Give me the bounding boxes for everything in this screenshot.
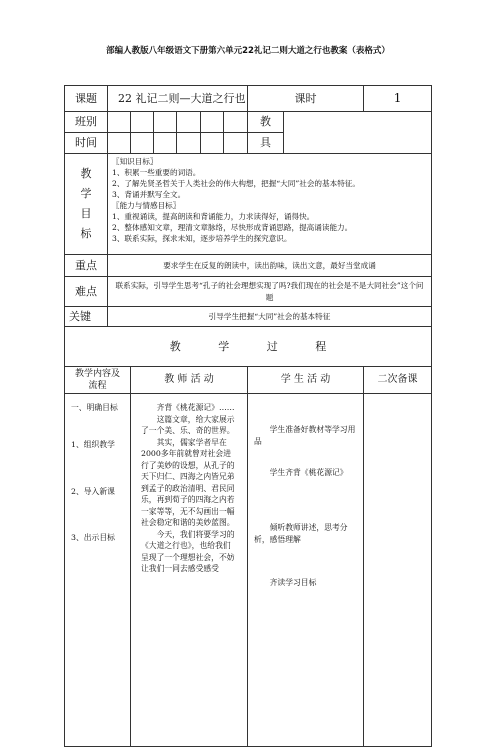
objectives-content (108, 154, 432, 255)
key-points-text: 要求学生在反复的朗读中，读出韵味，读出文意，最好当堂成诵 (108, 255, 432, 277)
key-text: 引导学生把握“大同”社会的基本特征 (108, 307, 432, 327)
time-label: 时间 (65, 133, 108, 154)
process-heading (65, 327, 432, 367)
time-cell (201, 133, 224, 154)
process-heading-char: 学 (218, 339, 230, 353)
process-heading-char: 过 (266, 339, 278, 353)
step-item: 2、导入新课 (71, 487, 115, 496)
objectives-label-char: 目 (80, 207, 92, 220)
time-cell (224, 133, 248, 154)
step-item: 3、出示目标 (71, 533, 115, 542)
teacher-paragraph: 其实，儒家学者早在2000多年前就曾对社会进行了美妙的设想，从孔子的天下归仁、四海之内皆兄弟到孟子的政治清明、君民同乐，再到荀子的四海之内若一家等等，无不勾画出一幅社会稳定和谐的美妙蓝图。 (141, 437, 235, 527)
teaching-aids-value (284, 112, 432, 154)
topic-label: 课题 (65, 86, 108, 112)
step-item: 1、组织教学 (71, 440, 115, 449)
class-cell (201, 112, 224, 133)
second-prep-column (364, 394, 432, 747)
objectives-label-char: 学 (80, 187, 92, 200)
key-label: 关键 (65, 307, 108, 327)
time-cell (131, 133, 154, 154)
objective-line: 3、联系实际，探求未知，逐步培养学生的探究意识。 (112, 234, 292, 243)
teacher-column-header: 教 师 活 动 (131, 367, 248, 394)
student-item: 学生准备好教材等学习用品 (254, 425, 356, 446)
content-column (65, 394, 131, 747)
class-cell (154, 112, 177, 133)
student-column-header: 学 生 活 动 (248, 367, 364, 394)
class-cell (224, 112, 248, 133)
student-item: 倾听教师讲述，思考分析，感悟理解 (254, 523, 348, 544)
class-cell (108, 112, 131, 133)
class-label: 班别 (65, 112, 108, 133)
key-points-label: 重点 (65, 255, 108, 277)
class-cell (177, 112, 201, 133)
objectives-label (65, 154, 108, 255)
time-cell (177, 133, 201, 154)
hours-value: 1 (364, 86, 432, 112)
hours-label: 课时 (248, 86, 364, 112)
time-cell (108, 133, 131, 154)
objective-line: 2、了解先贤圣哲关于人类社会的伟大构想，把握“大同”社会的基本特征。 (112, 179, 360, 188)
difficulty-label: 难点 (65, 277, 108, 307)
teacher-paragraph: 今天，我们将要学习的《大道之行也》，也给我们呈现了一个理想社会，不妨让我们一同去感受感受 (141, 529, 235, 573)
objective-line: 1、重视诵读，提高朗读和背诵能力，力求读得好，诵得快。 (112, 212, 315, 221)
teaching-aids-label-bottom: 具 (248, 133, 284, 154)
objectives-label-char: 教 (80, 167, 92, 180)
teacher-activity-column (131, 394, 248, 747)
process-heading-char: 教 (169, 339, 181, 353)
teacher-paragraph: 这篇文章，给大家展示了一个美、乐、奇的世界。 (141, 414, 235, 435)
content-column-header: 教学内容及流程 (65, 367, 131, 394)
topic-value: 22 礼记二则—大道之行也 (108, 86, 248, 112)
objective-line: 〖知识目标〗 (112, 157, 158, 166)
class-cell (131, 112, 154, 133)
time-cell (154, 133, 177, 154)
difficulty-text: 联系实际，引导学生思考“孔子的社会理想实现了吗?我们现在的社会是不是大同社会”这个问题 (108, 277, 432, 307)
objectives-label-char: 标 (80, 227, 92, 240)
lesson-plan-table (64, 85, 432, 747)
student-item: 齐读学习目标 (269, 578, 317, 587)
teaching-aids-label-top: 教 (248, 112, 284, 133)
objective-line: 2、整体感知文章，理清文章脉络，尽快形成背诵思路，提高诵读能力。 (112, 223, 353, 232)
objective-line: 〖能力与情感目标〗 (112, 201, 181, 210)
document-title: 部编人教版八年级语文下册第六单元22礼记二则大道之行也教案（表格式） (106, 46, 390, 56)
student-item: 学生齐背《桃花源记》 (269, 468, 348, 477)
objective-line: 3、背诵并默写全文。 (112, 190, 186, 199)
student-activity-column (248, 394, 364, 747)
objective-line: 1、积累一些重要的词语。 (112, 168, 201, 177)
process-heading-char: 程 (315, 339, 327, 353)
teacher-paragraph: 齐背《桃花源记》…… (156, 403, 235, 412)
second-prep-column-header: 二次备课 (364, 367, 432, 394)
step-item: 一、明确目标 (71, 403, 118, 412)
